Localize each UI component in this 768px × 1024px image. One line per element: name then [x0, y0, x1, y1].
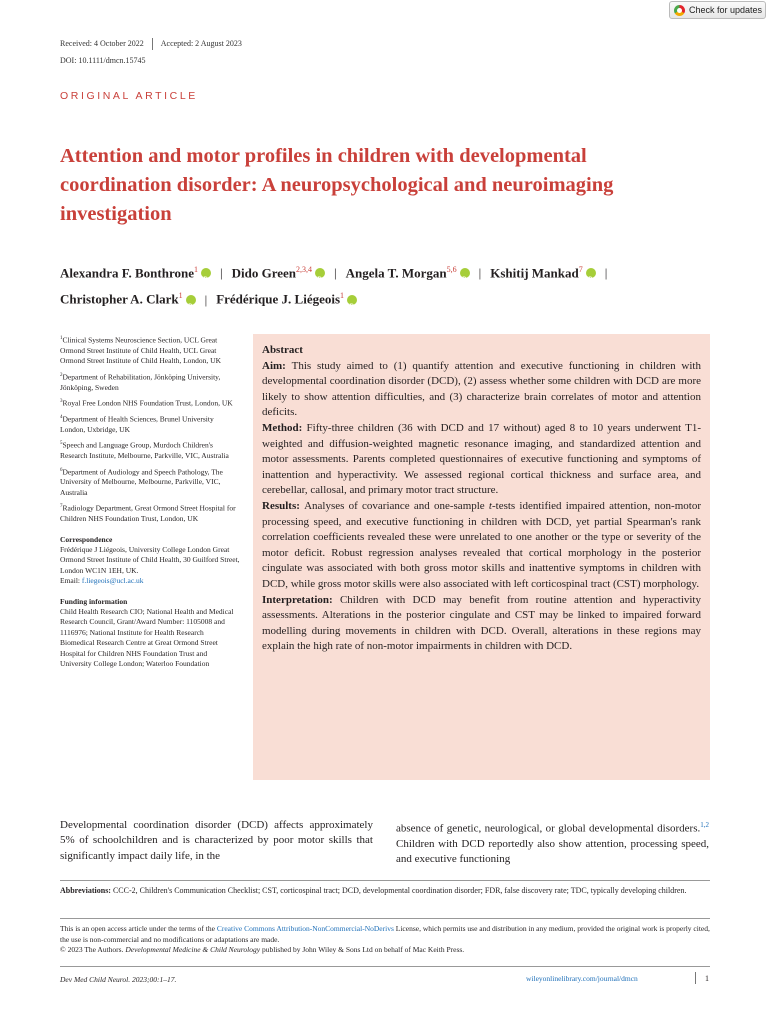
license-text: This is an open access article under the terms of the Creative Commons Attribution-NonCommercial-NoDerivs License, which permits use and distribution in any medium, provided the original work is properly cited, the use is non-commercial and no modifications or adaptations are made. © 2023 The Authors. Developmental Medicine & Child Neurology published by John Wiley & Sons Ltd on behalf of Mac Keith Press. — [60, 924, 710, 954]
affiliations-sidebar — [60, 334, 240, 669]
crossmark-icon — [674, 5, 685, 16]
author-name: Dido Green — [231, 265, 297, 281]
divider — [60, 918, 710, 919]
correspondence-email: Email: f.liegeois@ucl.ac.uk — [60, 576, 144, 586]
author-name: Christopher A. Clark — [60, 291, 179, 307]
author-name: Frédérique J. Liégeois — [216, 291, 341, 307]
divider — [152, 38, 153, 50]
affiliation: $^6$Department of Audiology and Speech Pathology, The University of Melbourne, Melbourne, Parkville, VIC, Australia — [60, 467, 223, 497]
author-affil: 1 — [178, 291, 183, 301]
abstract-method: Method: Fifty-three children (36 with DCD and 17 without) aged 8 to 10 years underwent T1-weighted and diffusion-weighted magnetic resonance imaging, and standardized attention and motor assessments. Parents completed questionnaires of executive functioning and symptoms of inattention and hyperactivity. We assessed regional cortical thickness and surface area, and cerebellar, callosal, and primary motor tract structure. — [262, 421, 702, 497]
article-title: Attention and motor profiles in children with developmental coordination disorder: A neuropsychological and neuroimaging investigation — [60, 145, 614, 225]
funding-text: Child Health Research CIO; National Health and Medical Research Council, Grant/Award Number: 1105008 and 1116976; National Institute for Health Research Biomedical Research Centre at Great Ormond Street Hospital for Children NHS Foundation Trust and University College London; Waterloo Foundation — [60, 607, 234, 669]
author-name: Angela T. Morgan — [345, 265, 447, 281]
received-date: Received: 4 October 2022 — [60, 38, 144, 48]
orcid-icon[interactable] — [586, 268, 596, 278]
author-name: Alexandra F. Bonthrone — [60, 265, 194, 281]
orcid-icon[interactable] — [347, 295, 357, 305]
body-text-right: absence of genetic, neurological, or global developmental disorders.$^{1,2}$ Children with DCD reportedly also show attention, processing speed, and executive functioning — [396, 821, 709, 866]
article-dates — [60, 38, 242, 50]
author-name: Kshitij Mankad — [490, 265, 579, 281]
affiliation: $^2$Department of Rehabilitation, Jönköping University, Jönköping, Sweden — [60, 372, 221, 392]
author-affil: 1 — [340, 291, 345, 301]
affiliation: $^3$Royal Free London NHS Foundation Trust, London, UK — [60, 398, 233, 408]
license-link[interactable]: Creative Commons Attribution-NonCommercial-NoDerivs — [216, 924, 394, 933]
author-affil: 5,6 — [446, 265, 457, 274]
affiliation: $^5$Speech and Language Group, Murdoch Children's Research Institute, Melbourne, Parkville, VIC, Australia — [60, 440, 229, 461]
doi: DOI: 10.1111/dmcn.15745 — [60, 56, 146, 65]
abstract-heading: Abstract — [262, 344, 303, 356]
orcid-icon[interactable] — [315, 268, 325, 278]
affiliation: $^1$Clinical Systems Neuroscience Section, UCL Great Ormond Street Institute of Child Health, UCL Great Ormond Street Institute of Child Health, London, UK — [60, 335, 222, 366]
journal-url-link[interactable]: wileyonlinelibrary.com/journal/dmcn — [526, 974, 638, 983]
abstract-aim: Aim: This study aimed to (1) quantify attention and executive functioning in children with developmental coordination disorder (DCD), (2) assess whether some children with DCD are more likely to show attention difficulties, and (3) characterize brain correlates of motor and attention deficits. — [262, 359, 701, 419]
citation-footer: Dev Med Child Neurol. 2023;00:1–17. — [60, 975, 177, 984]
author-affil: 7 — [578, 265, 583, 274]
divider — [60, 966, 710, 967]
accepted-date: Accepted: 2 August 2023 — [160, 38, 242, 48]
author-affil: 2,3,4 — [296, 265, 313, 274]
orcid-icon[interactable] — [460, 268, 470, 278]
divider — [60, 880, 710, 881]
correspondence-text: Frédérique J Liégeois, University College London Great Ormond Street Institute of Child Health, 30 Guilford Street, London WC1N 1EH, UK. — [60, 545, 240, 575]
page-number: 1 — [705, 974, 709, 983]
section-label: ORIGINAL ARTICLE — [60, 90, 198, 102]
author-list: Alexandra F. Bonthrone$^1$iD | Dido Green$^{2,3,4}$iD | Angela T. Morgan$^{5,6}$iD | Kshitij Mankad$^7$iD | Christopher A. Clark$^1$iD | Frédérique J. Liégeois$^1$iD — [60, 258, 740, 311]
funding-heading: Funding information — [60, 596, 128, 606]
orcid-icon[interactable] — [186, 295, 196, 305]
affiliation: $^7$Radiology Department, Great Ormond Street Hospital for Children NHS Foundation Trust, London, UK — [60, 503, 236, 524]
affiliation: $^4$Department of Health Sciences, Brunel University London, Uxbridge, UK — [60, 414, 214, 434]
check-for-updates-label: Check for updates — [689, 5, 763, 15]
check-for-updates-button[interactable] — [669, 1, 766, 19]
divider — [695, 972, 696, 984]
body-text-left: Developmental coordination disorder (DCD) affects approximately 5% of schoolchildren and is characterized by poor motor skills that significantly impact daily life, in the — [60, 819, 373, 862]
abstract-box — [253, 334, 710, 780]
correspondence-heading: Correspondence — [60, 534, 113, 544]
author-affil: 1 — [194, 265, 198, 274]
citation-link[interactable]: 1,2 — [700, 821, 709, 829]
abstract-interpretation: Interpretation: Children with DCD may benefit from routine attention and hyperactivity assessments. Alterations in the posterior cingulate and CST may be linked to impaired forward modelling during movements in children with DCD. Overall, alterations in these regions may explain the high rate of non-motor impairments in children with DCD. — [262, 593, 701, 653]
abstract-results: Results: Analyses of covariance and one-sample t-tests identified impaired attention, non-motor processing speed, and executive functioning in children with DCD, yet partial Spearman's rank correlation coefficients revealed these were unrelated to one another or the type or severity of the motor deficit. Robust regression analyses revealed that cortical morphology in the posterior cingulate was associated with both gross motor skills and inattentive symptoms in children with DCD, while gross motor skills were also associated with left corticospinal tract (CST) morphology. — [262, 499, 701, 590]
email-link[interactable]: f.liegeois@ucl.ac.uk — [81, 576, 144, 586]
abbreviations: Abbreviations: CCC-2, Children's Communication Checklist; CST, corticospinal tract; DCD, developmental coordination disorder; FDR, false discovery rate; TDC, typically developing children. — [60, 886, 687, 895]
orcid-icon[interactable] — [201, 268, 211, 278]
